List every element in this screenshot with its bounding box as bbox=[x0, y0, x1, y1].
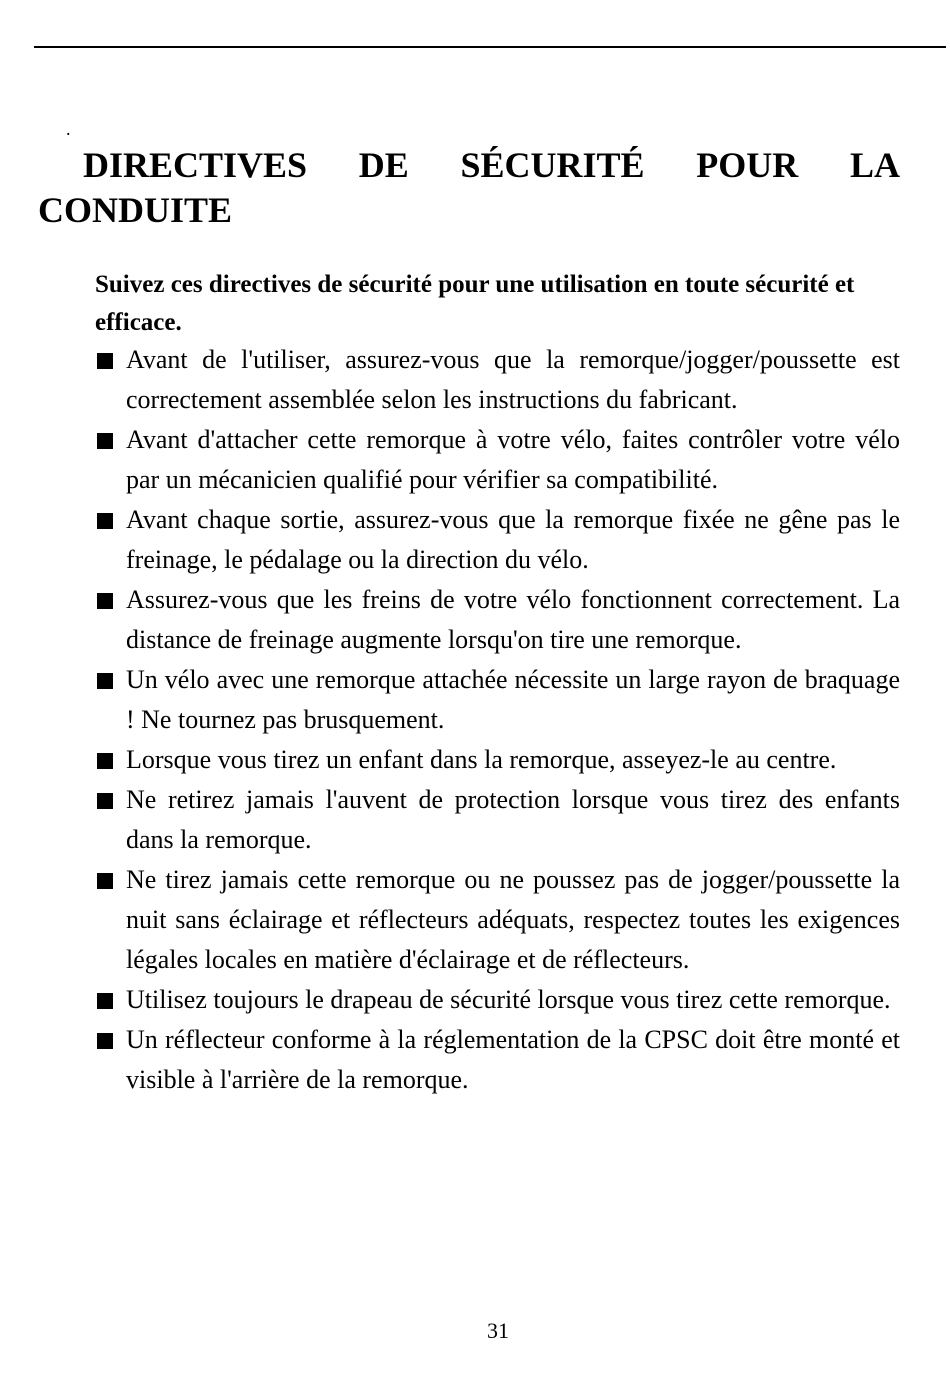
rule-text: Avant d'attacher cette remorque à votre vélo, faites contrôler votre vélo par un mécanicien qualifié pour vérifier sa compatibilité. bbox=[126, 425, 900, 494]
rule-text: Un vélo avec une remorque attachée nécessite un large rayon de braquage ! Ne tournez pas brusquement. bbox=[126, 665, 900, 734]
rule-text: Lorsque vous tirez un enfant dans la remorque, asseyez-le au centre. bbox=[126, 745, 837, 774]
rule-text: Utilisez toujours le drapeau de sécurité lorsque vous tirez cette remorque. bbox=[126, 985, 891, 1014]
list-item bbox=[95, 420, 900, 500]
rule-text: Avant chaque sortie, assurez-vous que la remorque fixée ne gêne pas le freinage, le pédalage ou la direction du vélo. bbox=[126, 505, 900, 574]
safety-rules-list bbox=[95, 340, 900, 1100]
square-bullet-icon bbox=[97, 593, 113, 609]
header-rule bbox=[34, 46, 946, 48]
square-bullet-icon bbox=[97, 353, 113, 369]
square-bullet-icon bbox=[97, 993, 113, 1009]
rule-text: Avant de l'utiliser, assurez-vous que la remorque/jogger/poussette est correctement assemblée selon les instructions du fabricant. bbox=[126, 345, 900, 414]
list-item bbox=[95, 860, 900, 980]
square-bullet-icon bbox=[97, 433, 113, 449]
stray-mark: . bbox=[66, 119, 71, 139]
square-bullet-icon bbox=[97, 793, 113, 809]
list-item bbox=[95, 980, 900, 1020]
list-item bbox=[95, 780, 900, 860]
list-item bbox=[95, 340, 900, 420]
list-item bbox=[95, 580, 900, 660]
square-bullet-icon bbox=[97, 753, 113, 769]
page-number: 31 bbox=[487, 1318, 509, 1343]
intro-paragraph: Suivez ces directives de sécurité pour une utilisation en toute sécurité et efficace. bbox=[95, 271, 855, 336]
square-bullet-icon bbox=[97, 513, 113, 529]
rule-text: Ne tirez jamais cette remorque ou ne poussez pas de jogger/poussette la nuit sans éclairage et réflecteurs adéquats, respectez toutes les exigences légales locales en matière d'éclairage et de réflecteurs. bbox=[126, 865, 900, 974]
square-bullet-icon bbox=[97, 873, 113, 889]
list-item bbox=[95, 740, 900, 780]
rule-text: Assurez-vous que les freins de votre vélo fonctionnent correctement. La distance de freinage augmente lorsqu'on tire une remorque. bbox=[126, 585, 900, 654]
page-title: DIRECTIVES DE SÉCURITÉ POUR LA CONDUITE bbox=[38, 145, 900, 230]
list-item bbox=[95, 1020, 900, 1100]
square-bullet-icon bbox=[97, 673, 113, 689]
list-item bbox=[95, 500, 900, 580]
rule-text: Ne retirez jamais l'auvent de protection lorsque vous tirez des enfants dans la remorque. bbox=[126, 785, 900, 854]
square-bullet-icon bbox=[97, 1033, 113, 1049]
list-item bbox=[95, 660, 900, 740]
rule-text: Un réflecteur conforme à la réglementation de la CPSC doit être monté et visible à l'arrière de la remorque. bbox=[126, 1025, 900, 1094]
